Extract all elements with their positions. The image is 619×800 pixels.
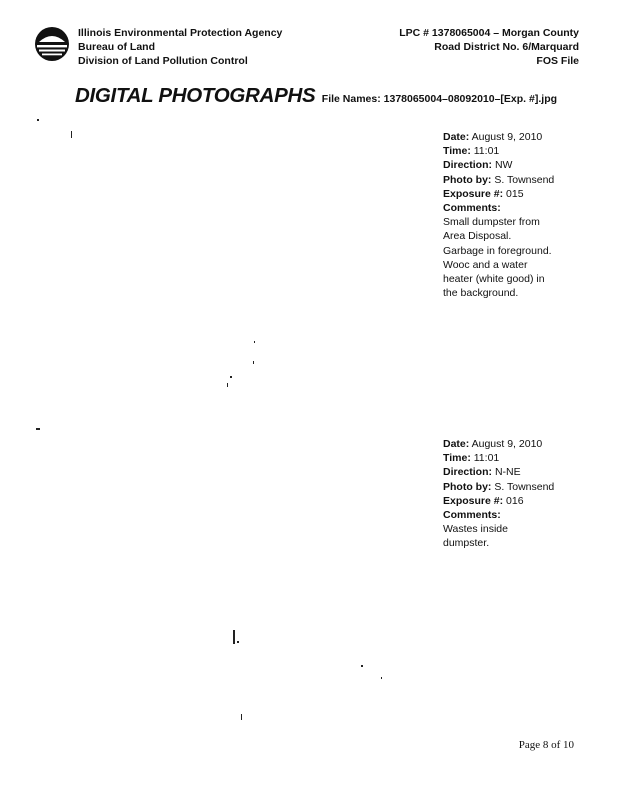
- date-value: August 9, 2010: [471, 438, 543, 450]
- direction-value: N-NE: [494, 466, 521, 479]
- comment-line: Area Disposal.: [443, 230, 512, 243]
- direction-label: Direction:: [443, 159, 493, 172]
- direction-value: NW: [494, 159, 513, 172]
- exposure-label: Exposure #:: [443, 187, 504, 200]
- scan-speck: [71, 131, 72, 138]
- exposure-value: 016: [506, 494, 524, 507]
- division-name: Division of Land Pollution Control: [78, 55, 248, 67]
- comment-line: Wastes inside: [443, 523, 508, 536]
- photo-by-label: Photo by:: [443, 480, 492, 493]
- agency-block: [78, 26, 282, 68]
- lpc-number: LPC # 1378065004 – Morgan County: [399, 27, 579, 39]
- date-value: August 9, 2010: [471, 131, 543, 143]
- photo-1-area: [30, 118, 430, 418]
- comment-line: Small dumpster from: [443, 216, 540, 229]
- scan-speck: [36, 428, 40, 430]
- comment-line: dumpster.: [443, 537, 490, 550]
- file-names: File Names: 1378065004–08092010–[Exp. #].jpg: [321, 93, 558, 105]
- file-type: FOS File: [536, 55, 579, 67]
- comment-line: the background.: [443, 287, 519, 300]
- title-row: [75, 84, 557, 108]
- site-block: [399, 26, 579, 68]
- scan-speck: [381, 677, 382, 679]
- date-label: Date:: [443, 131, 470, 143]
- photo-2-details: [443, 437, 593, 551]
- photo-2-area: [30, 424, 430, 724]
- scan-speck: [233, 630, 235, 644]
- scan-speck: [254, 341, 255, 343]
- exposure-label: Exposure #:: [443, 494, 504, 507]
- bureau-name: Bureau of Land: [78, 41, 156, 53]
- photo-by-value: S. Townsend: [494, 480, 555, 493]
- time-value: 11:01: [473, 452, 500, 465]
- photo-by-label: Photo by:: [443, 173, 492, 186]
- comment-line: Garbage in foreground.: [443, 244, 552, 257]
- time-value: 11:01: [473, 145, 500, 158]
- comments-label: Comments:: [443, 509, 501, 522]
- scan-speck: [237, 641, 239, 643]
- scan-speck: [241, 714, 242, 720]
- page-title: DIGITAL PHOTOGRAPHS: [75, 84, 316, 107]
- direction-label: Direction:: [443, 466, 493, 479]
- time-label: Time:: [443, 452, 471, 465]
- scan-speck: [361, 665, 363, 667]
- scan-speck: [227, 383, 228, 387]
- page-number: Page 8 of 10: [518, 739, 574, 751]
- comments-label: Comments:: [443, 202, 501, 215]
- photo-by-value: S. Townsend: [494, 173, 555, 186]
- comment-line: Wooc and a water: [443, 258, 528, 271]
- exposure-value: 015: [506, 187, 524, 200]
- road-district: Road District No. 6/Marquard: [434, 41, 579, 53]
- agency-name: Illinois Environmental Protection Agency: [78, 27, 283, 39]
- scan-speck: [230, 376, 232, 378]
- scan-speck: [253, 361, 254, 364]
- scan-speck: [37, 119, 39, 121]
- comment-line: heater (white good) in: [443, 273, 545, 286]
- illinois-epa-logo-icon: [34, 26, 70, 62]
- time-label: Time:: [443, 145, 471, 158]
- photo-1-details: [443, 130, 593, 300]
- date-label: Date:: [443, 438, 470, 450]
